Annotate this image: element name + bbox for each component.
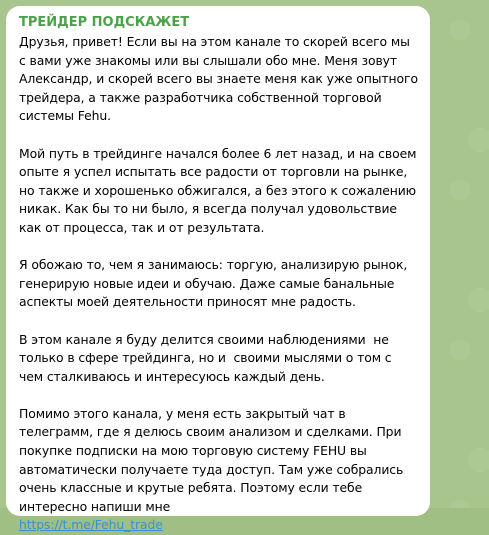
message-paragraph-1: Друзья, привет! Если вы на этом канале то скорей всего мы с вами уже знакомы или вы слышали обо мне. Меня зовут Александр, и скорей всего вы знаете меня как уже опытного трейдера, а также разработчика собственной торговой системы Fehu. <box>19 34 422 124</box>
telegram-link[interactable]: https://t.me/Fehu_trade <box>19 517 163 533</box>
message-paragraph-5-text: Помимо этого канала, у меня есть закрытый чат в телеграмм, где я делюсь своим анализом и сделками. При покупке подписки на мою торговую систему FEHU вы автоматически получаете туда доступ. Там уже собрались очень классные и крутые ребята. Поэтому если тебе интересно напиши мне <box>19 405 408 514</box>
message-paragraph-4: В этом канале я буду делится своими наблюдениями не только в сфере трейдинга, но и своими мыслями о том с чем сталкиваюсь и интересуюсь каждый день. <box>19 331 396 384</box>
message-paragraph-5 <box>19 405 418 535</box>
message-bubble <box>6 6 430 533</box>
channel-name[interactable]: ТРЕЙДЕР ПОДСКАЖЕТ <box>19 15 190 30</box>
message-text <box>19 33 422 535</box>
message-paragraph-3: Я обожаю то, чем я занимаюсь: торгую, анализирую рынок, генерирую новые идеи и обучаю. Даже самые банальные аспекты моей деятельности приносят мне радость. <box>19 257 412 310</box>
message-paragraph-2: Мой путь в трейдинге начался более 6 лет назад, и на своем опыте я успел испытать все радости от торговли на рынке, но также и хорошенько обжигался, а без этого к сожалению никак. Как бы то ни было, я всегда получал удовольствие как от процесса, так и от результата. <box>19 145 421 235</box>
